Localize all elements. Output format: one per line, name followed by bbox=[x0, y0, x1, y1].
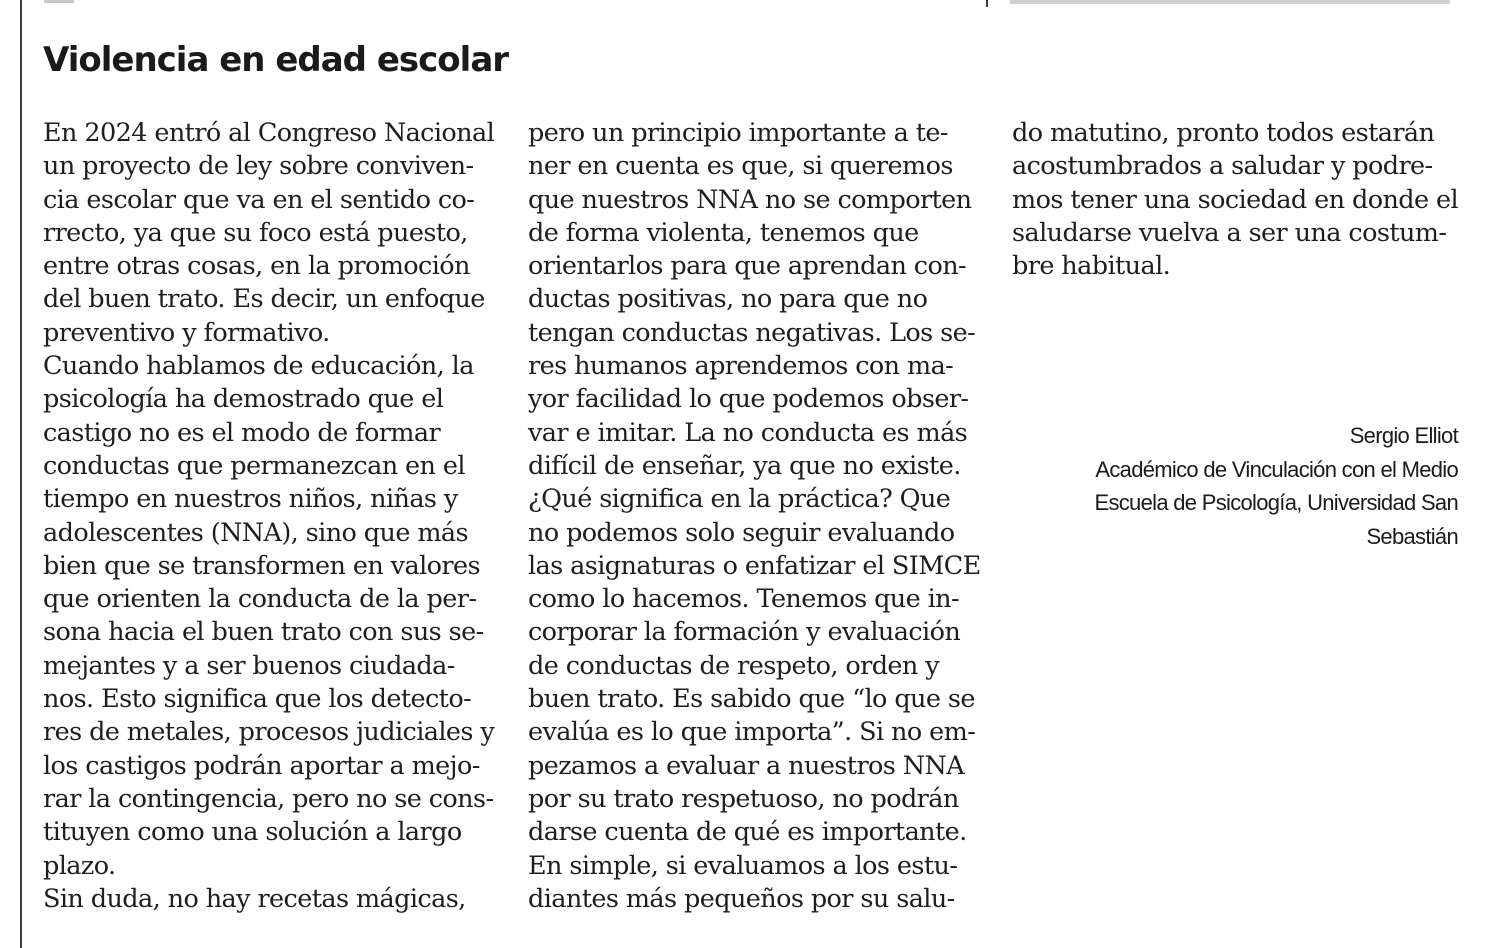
article-text-line: buen trato. Es sabido que “lo que se bbox=[528, 684, 975, 715]
article-text-line: bre habitual. bbox=[1012, 251, 1171, 282]
article-text-line: de forma violenta, tenemos que bbox=[528, 217, 919, 248]
article-column-3 bbox=[1012, 117, 1458, 283]
article-text-line: adolescentes (NNA), sino que más bbox=[43, 517, 469, 548]
article-text-line: En 2024 entró al Congreso Nacional bbox=[43, 118, 495, 148]
article-text-line: darse cuenta de qué es importante. bbox=[528, 817, 967, 848]
article-text-line: tituyen como una solución a largo bbox=[43, 817, 462, 848]
article-text-line: no podemos solo seguir evaluando bbox=[528, 517, 955, 548]
article-text-line: castigo no es el modo de formar bbox=[43, 417, 441, 448]
article-text-line: del buen trato. Es decir, un enfoque bbox=[43, 284, 485, 315]
article-text-line: difícil de enseñar, ya que no existe. bbox=[528, 450, 961, 481]
article-text-line: como lo hacemos. Tenemos que in- bbox=[528, 584, 960, 615]
article-text-line: corporar la formación y evaluación bbox=[528, 617, 961, 648]
top-border-rule bbox=[1010, 0, 1450, 4]
article-text-line: por su trato respetuoso, no podrán bbox=[528, 783, 959, 814]
article-text-line: saludarse vuelva a ser una costum- bbox=[1012, 217, 1447, 248]
top-column-tick bbox=[986, 0, 988, 7]
article-text-line: res de metales, procesos judiciales y bbox=[43, 717, 495, 748]
article-text-line: ner en cuenta es que, si queremos bbox=[528, 151, 953, 182]
article-text-line: mejantes y a ser buenos ciudada- bbox=[43, 650, 455, 681]
article-text-line: yor facilidad lo que podemos obser- bbox=[528, 384, 969, 415]
article-text-line: En simple, si evaluamos a los estu- bbox=[528, 850, 958, 881]
article-text-line: mos tener una sociedad en donde el bbox=[1012, 184, 1459, 215]
article-text-line: los castigos podrán aportar a mejo- bbox=[43, 750, 480, 781]
author-affiliation-line-1: Escuela de Psicología, Universidad San bbox=[1094, 490, 1458, 515]
article-text-line: tiempo en nuestros niños, niñas y bbox=[43, 484, 458, 515]
article-text-line: acostumbrados a saludar y podre- bbox=[1012, 151, 1433, 182]
article-text-line: Cuando hablamos de educación, la bbox=[43, 351, 474, 382]
article-text-line: cia escolar que va en el sentido co- bbox=[43, 184, 475, 215]
article-text-line: de conductas de respeto, orden y bbox=[528, 650, 940, 681]
author-affiliation-line-2: Sebastián bbox=[1366, 523, 1458, 549]
article-column-2 bbox=[528, 117, 981, 916]
article-text-line: ¿Qué significa en la práctica? Que bbox=[528, 484, 951, 515]
article-text-line: var e imitar. La no conducta es más bbox=[528, 417, 968, 448]
author-role: Académico de Vinculación con el Medio bbox=[1095, 456, 1458, 482]
article-text-line: rar la contingencia, pero no se cons- bbox=[43, 783, 494, 814]
top-border-fragment bbox=[44, 0, 74, 3]
left-column-rule bbox=[20, 0, 22, 948]
article-text-line: un proyecto de ley sobre conviven- bbox=[43, 151, 474, 182]
article-text-line: ductas positivas, no para que no bbox=[528, 284, 928, 315]
article-text-line: preventivo y formativo. bbox=[43, 317, 330, 348]
article-text-line: orientarlos para que aprendan con- bbox=[528, 251, 967, 282]
article-text-line: Sin duda, no hay recetas mágicas, bbox=[43, 883, 466, 914]
article-text-line: que nuestros NNA no se comporten bbox=[528, 184, 972, 215]
author-signature bbox=[1094, 419, 1458, 553]
article-text-line: las asignaturas o enfatizar el SIMCE bbox=[528, 550, 981, 581]
article-text-line: entre otras cosas, en la promoción bbox=[43, 251, 470, 282]
article-text-line: que orienten la conducta de la per- bbox=[43, 584, 477, 615]
article-text-line: sona hacia el buen trato con sus se- bbox=[43, 617, 484, 648]
article-text-line: psicología ha demostrado que el bbox=[43, 384, 444, 415]
article-text-line: conductas que permanezcan en el bbox=[43, 450, 465, 481]
author-name: Sergio Elliot bbox=[1349, 423, 1458, 448]
article-text-line: rrecto, ya que su foco está puesto, bbox=[43, 217, 468, 248]
article-text-line: pero un principio importante a te- bbox=[528, 118, 948, 148]
article-text-line: res humanos aprendemos con ma- bbox=[528, 351, 954, 382]
article-text-line: diantes más pequeños por su salu- bbox=[528, 883, 955, 914]
article-text-line: evalúa es lo que importa”. Si no em- bbox=[528, 717, 976, 748]
article-text-line: tengan conductas negativas. Los se- bbox=[528, 317, 976, 348]
article-title: Violencia en edad escolar bbox=[43, 40, 509, 80]
article-text-line: pezamos a evaluar a nuestros NNA bbox=[528, 750, 965, 781]
article-text-line: nos. Esto significa que los detecto- bbox=[43, 684, 472, 715]
article-text-line: do matutino, pronto todos estarán bbox=[1012, 118, 1435, 148]
article-text-line: bien que se transformen en valores bbox=[43, 550, 480, 581]
article-text-line: plazo. bbox=[43, 850, 116, 881]
article-column-1 bbox=[43, 117, 494, 916]
